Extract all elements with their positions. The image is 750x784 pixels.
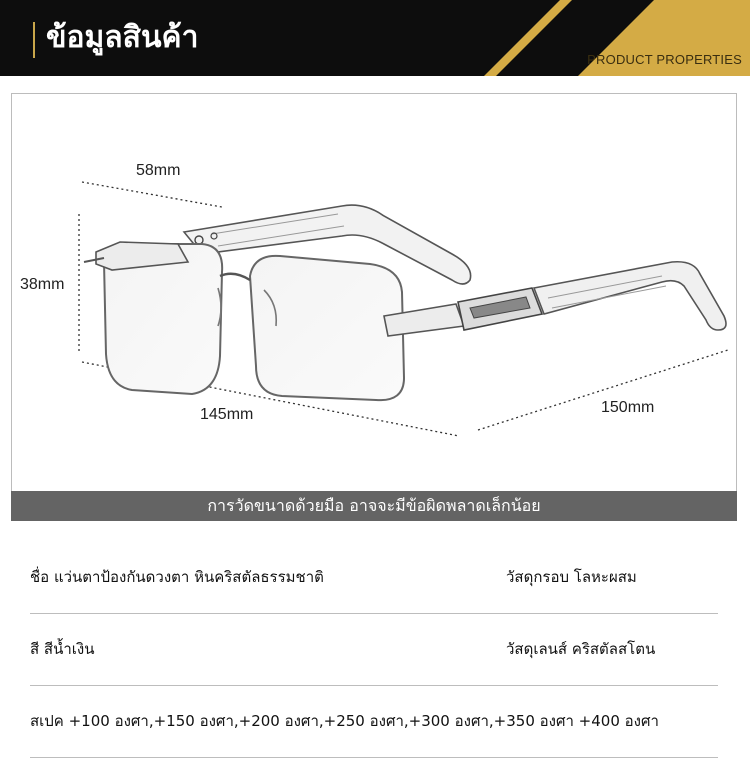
spec-color: สี สีน้ำเงิน: [30, 640, 95, 658]
temple-length-label: 150mm: [601, 399, 655, 416]
page-title: ข้อมูลสินค้า: [46, 20, 199, 55]
header-gold-stripe: [484, 0, 572, 76]
page-header: [0, 0, 750, 76]
glasses-diagram-panel: [11, 93, 737, 521]
lens-height-label: 38mm: [20, 276, 65, 293]
spec-frame-material: วัสดุกรอบ โลหะผสม: [506, 568, 637, 586]
measurement-note: การวัดขนาดด้วยมือ อาจจะมีข้อผิดพลาดเล็กน้อย: [11, 491, 737, 521]
lens-width-label: 58mm: [136, 162, 181, 179]
spec-row: [30, 684, 718, 758]
header-accent-bar: [33, 22, 35, 58]
spec-name: ชื่อ แว่นตาป้องกันดวงตา หินคริสตัลธรรมชาติ: [30, 568, 324, 586]
row-divider: [30, 757, 718, 758]
spec-row: [30, 612, 718, 686]
frame-width-label: 145mm: [200, 406, 254, 423]
spec-row: [30, 540, 718, 614]
glasses-illustration: [12, 94, 736, 520]
spec-lens-material: วัสดุเลนส์ คริสตัลสโตน: [506, 640, 656, 658]
page-subtitle: PRODUCT PROPERTIES: [587, 52, 742, 67]
spec-power: สเปค +100 องศา,+150 องศา,+200 องศา,+250 องศา,+300 องศา,+350 องศา +400 องศา: [30, 712, 659, 730]
